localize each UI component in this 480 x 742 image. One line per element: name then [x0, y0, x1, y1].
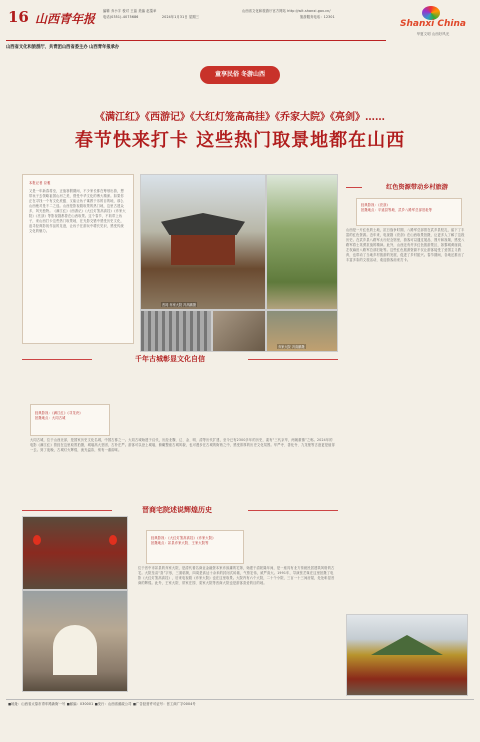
photo-main-temple — [140, 174, 266, 310]
shanxi-logo — [392, 6, 474, 46]
header-phone: 电话(0351)-4075686 — [103, 15, 139, 19]
photo-stone-lattice — [140, 310, 212, 352]
page-header — [0, 0, 480, 50]
section1-box-label: 经典影视：《满江红》《寻龙诀》 拍摄地点：大同古城 — [35, 411, 83, 420]
section2-box-label: 经典影视：《大红灯笼高高挂》《乔家大院》 拍摄地点：祁县乔家大院、王家大院等 — [151, 536, 216, 545]
section3-box-label: 经典影视：《亮剑》 拍摄地点：平遥县等地、武乡八路军总部旧址等 — [361, 203, 433, 212]
lantern-icon — [33, 535, 41, 545]
section3-title: 红色资源带动乡村旅游 — [386, 184, 448, 191]
photo-red-pavilion — [346, 614, 468, 696]
section-label-bar — [6, 44, 386, 52]
lantern-icon — [109, 535, 117, 545]
page-number: 16 — [8, 8, 29, 26]
contact-line-1: 山西省文化和旅游厅官方网站 http://wlt.shanxi.gov.cn/ — [242, 9, 331, 13]
contact-line-2: 旅游服务电话：12301 — [300, 15, 335, 19]
photo-courtyard-caption: 乔家大院 冯高鹏摄 — [278, 345, 305, 349]
banner-tag-text: 童享民俗 冬游山西 — [200, 66, 280, 84]
section1-text: 大同古城，位于山西北部，是国家历史文化名城，中国古都之一。大同古城始建于汉代，历经北魏、辽、金、明、清等历代扩建，至今已有2300多年的历史，素有“三代京华，两朝重镇”之称。2024年的电影《满江红》曾经在这里取景拍摄，城墙高大坚固，古朴庄严。游客可以登上城墙，俯瞰整座古城风貌，也可漫步在古城的街巷之中，感受浓厚的历史文化氛围。华严寺、善化寺、九龙壁等古迹更是值得一去。到了夜晚，古城灯火辉煌，流光溢彩，别有一番韵味。 — [30, 438, 335, 452]
section2-text: 位于晋中市祁县的乔家大院，是清代著名商业金融资本家乔致庸的宅第，始建于清乾隆年间，是一座具有北方传统民居建筑风格的古宅。大院呈双“喜”字形，三面临街，四周是高达十余米的封闭式砖墙，气势宏伟，威严高大。1991年，导演张艺谋在这里拍摄了电影《大红灯笼高高挂》，后来电视剧《乔家大院》也在这里取景。大院内有六个大院，二十个小院，三百一十三间房屋，处处彰显晋商的辉煌。此外，王家大院、常家庄园、渠家大院等晋商大院也是游客喜爱的目的地。 — [138, 566, 335, 585]
alley-arch — [53, 625, 97, 675]
intro-text: 又是一年新春将至，正值寒假期间，不少家长都在筹划出游，想带孩子去领略祖国山河之美，感受中华文化的博大精深。如果你正在寻找一个有文化底蕴、又能让孩子寓教于乐的目的地，那么山西绝对是不二之选。山西是影视剧取景的热门地，这里古建众多，风光独特。《满江红》《西游记》《大红灯笼高高挂》《乔家大院》《亮剑》等影视剧都曾在山西取景。这个春节，不妨带上孩子，来山西打卡这些热门取景地，在光影交错中感受历史文化，追寻经典影视作品的足迹，让孩子在游玩中增长见识，感受传统文化的魅力。 — [29, 189, 126, 233]
editors: 编辑 乔小宇 校对 王晶 美编 赵蓬举 — [103, 9, 157, 13]
photo-green-trees — [266, 174, 338, 310]
logo-swirl-icon — [422, 6, 440, 20]
photo-courtyard — [266, 310, 338, 352]
header-date: 2024年1月31日 星期三 — [162, 15, 200, 19]
photo-alley — [22, 590, 128, 692]
pavilion-roof — [371, 635, 443, 655]
footer: ■地址：山西省太原市青年路新街一号 ■邮编：030001 ■发行：山西省邮政公司 ■广告经营许可证号：晋工商广字0004号 — [8, 702, 196, 706]
banner-tag — [200, 66, 280, 90]
banner-headline: 春节快来打卡 这些热门取景地都在山西 — [74, 130, 406, 151]
section3-box — [356, 198, 462, 226]
photo-main-caption: 晋祠 乔家大院 冯高鹏摄 — [162, 303, 196, 307]
logo-text: Shanxi China — [400, 19, 466, 29]
intro-byline: 本报记者 臣雅 — [29, 181, 51, 185]
section2-box — [146, 530, 244, 564]
intro-panel — [22, 174, 134, 344]
temple-body — [171, 235, 235, 265]
masthead: 山西青年报 — [35, 12, 96, 26]
section1-box — [30, 404, 110, 436]
section3-text: 山西是一片红色的土地，抗日战争时期，八路军总部曾在武乡县驻扎，留下了丰富的红色资源。近年来，电视剧《亮剑》在山西取景拍摄，让更多人了解了这段历史。在武乡县八路军太行纪念馆里，游客可以通过展品、图片和视频，感受八路军将士英勇抗战的精神。此外，山西还有许多红色旅游景区，如黎城黄崖洞、左权麻田八路军总部旧址等。这些红色旅游资源不仅让游客接受了爱国主义教育，也带动了当地乡村旅游的发展，促进了乡村振兴。春节期间，各地还推出了丰富多彩的文旅活动，欢迎游客前来打卡。 — [346, 228, 465, 262]
section-label: 山西省文化和旅游厅、共青团山西省委主办 山西青年报承办 — [6, 45, 120, 50]
photo-stone-wall — [212, 310, 266, 352]
photo-red-gate — [22, 516, 128, 590]
banner-subtitle: 《满江红》《西游记》《大红灯笼高高挂》《乔家大院》《亮剑》…… — [95, 112, 385, 123]
section1-title: 千年古城彰显文化自信 — [135, 354, 205, 363]
logo-slogan: 华夏文明 山西好风光 — [416, 32, 450, 36]
temple-roof — [161, 213, 245, 235]
section2-title: 晋商宅院述说辉煌历史 — [142, 505, 212, 514]
